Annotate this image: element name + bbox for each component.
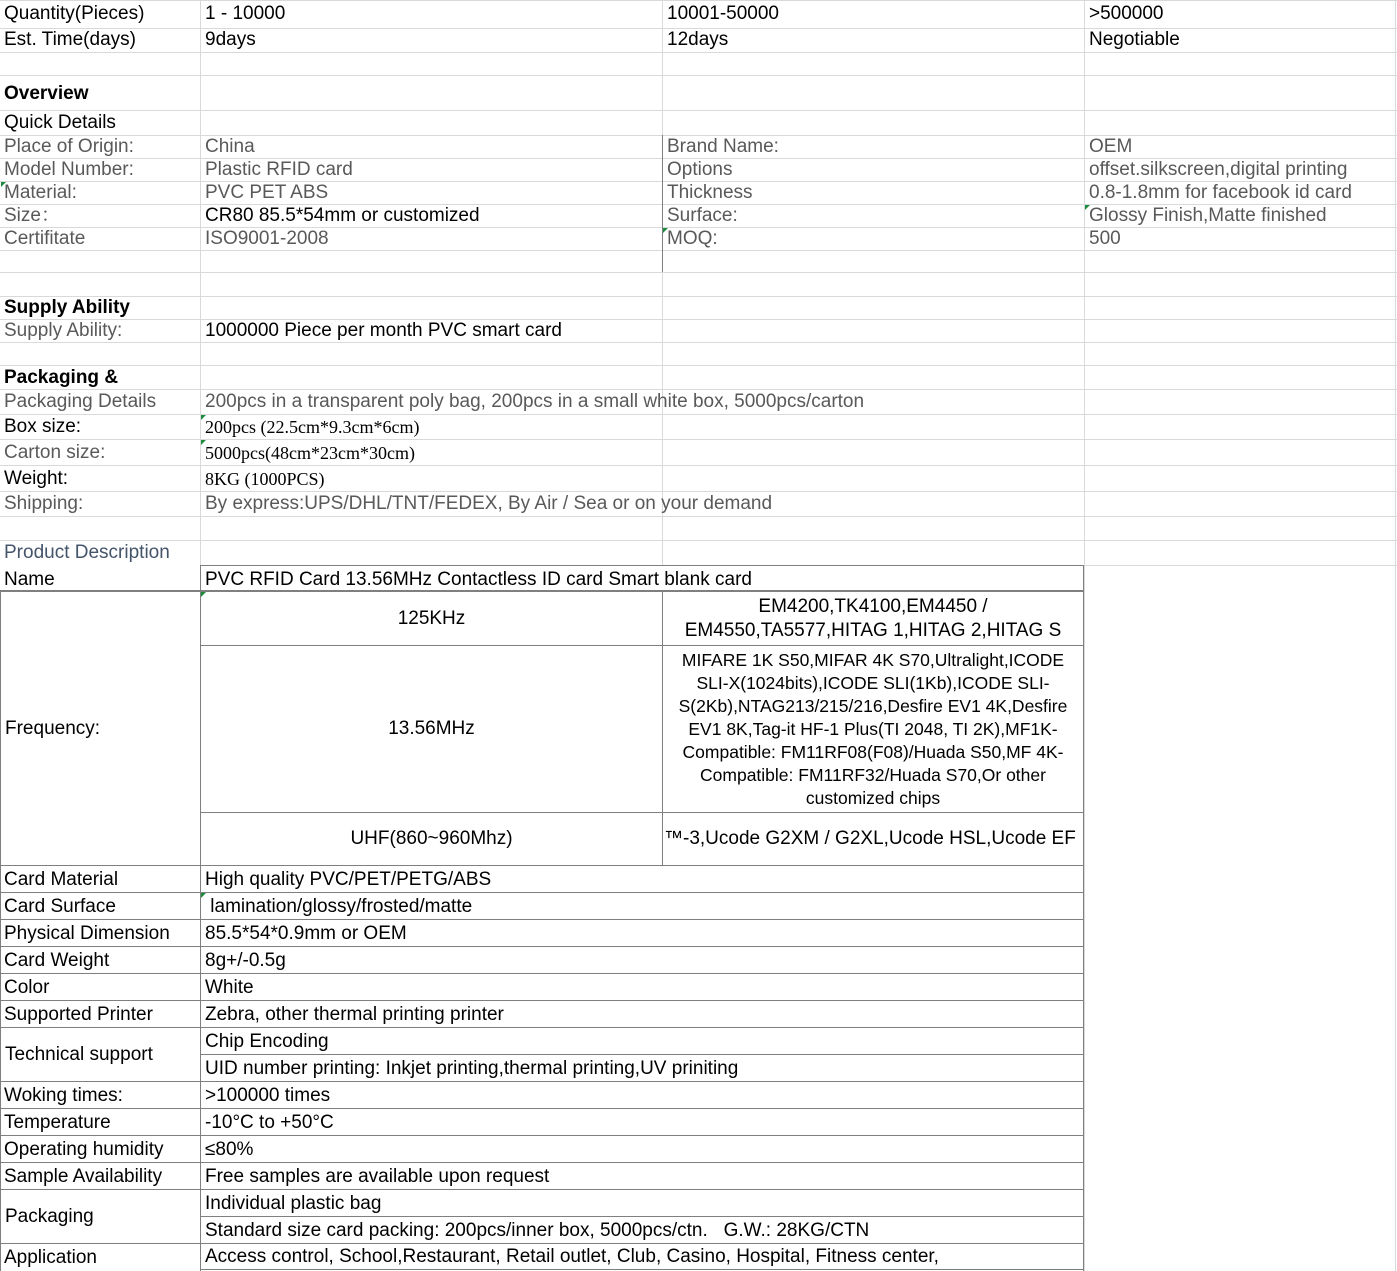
place-of-origin-value[interactable]: China [205,136,255,157]
grid-line [0,540,1397,541]
table-border [0,946,1084,947]
technical-support-text: Technical support [5,1043,153,1065]
frequency-band-uhf[interactable] [201,813,662,865]
table-border [0,1081,1084,1082]
band-text: 13.56MHz [388,718,475,739]
quantity-tier-3[interactable]: >500000 [1089,3,1164,24]
physical-dimension-value[interactable]: 85.5*54*0.9mm or OEM [205,923,407,944]
working-times-label[interactable]: Woking times: [4,1085,123,1106]
packaging-label[interactable] [1,1190,200,1243]
model-number-value[interactable]: Plastic RFID card [205,159,353,180]
supply-heading[interactable]: Supply Ability [4,297,130,318]
frequency-label[interactable] [1,592,200,865]
grid-line [0,389,1397,390]
box-size-value[interactable]: 200pcs (22.5cm*9.3cm*6cm) [205,417,420,437]
grid-line [0,414,1397,415]
est-time-2[interactable]: 12days [667,29,729,50]
grid-line [0,342,1397,343]
carton-size-value[interactable]: 5000pcs(48cm*23cm*30cm) [205,443,415,463]
grid-line [0,365,1397,366]
brand-name-value[interactable]: OEM [1089,136,1133,157]
supported-printer-label[interactable]: Supported Printer [4,1004,153,1025]
grid-line [0,272,1397,273]
supply-ability-label[interactable]: Supply Ability: [4,320,123,341]
application-value[interactable]: Access control, School,Restaurant, Retail outlet, Club, Casino, Hospital, Fitness center, [205,1246,939,1267]
grid-line [1395,0,1396,1271]
table-border [200,1216,1084,1217]
table-border [200,1054,1084,1055]
packaging-value-2[interactable]: Standard size card packing: 200pcs/inner box, 5000pcs/ctn. G.W.: 28KG/CTN [205,1220,870,1241]
table-border [0,1000,1084,1001]
material-value[interactable]: PVC PET ABS [205,182,329,203]
band-text: 125KHz [397,607,466,629]
surface-value[interactable]: Glossy Finish,Matte finished [1089,205,1327,226]
table-border [0,919,1084,920]
grid-line [0,0,1397,1]
temperature-label[interactable]: Temperature [4,1112,111,1133]
quick-details-heading[interactable]: Quick Details [4,112,116,133]
packaging-value-1[interactable]: Individual plastic bag [205,1193,382,1214]
box-size-label[interactable]: Box size: [4,416,82,437]
chips-text: EM4200,TK4100,EM4450 / EM4550,TA5577,HITAG 1,HITAG 2,HITAG S [684,595,1062,641]
grid-line [662,0,663,565]
grid-line [0,52,1397,53]
grid-line [0,110,1397,111]
carton-size-label[interactable]: Carton size: [4,442,106,463]
table-border [0,1162,1084,1163]
options-label[interactable]: Options [667,159,733,180]
weight-label[interactable]: Weight: [4,468,69,489]
frequency-chips-uhf[interactable] [663,813,1083,865]
moq-value[interactable]: 500 [1089,228,1121,249]
operating-humidity-value[interactable]: ≤80% [205,1139,254,1160]
chips-text: ™-3,Ucode G2XM / G2XL,Ucode HSL,Ucode EF [664,828,1076,849]
est-time-1[interactable]: 9days [205,29,256,50]
table-border [0,865,1084,866]
grid-line [0,491,1397,492]
material-label[interactable]: Material: [4,182,77,203]
chips-text: MIFARE 1K S50,MIFAR 4K S70,Ultralight,ICODE SLI-X(1024bits),ICODE SLI(1Kb),ICODE SLI-S(2Kb),NTAG213/215/216,Desfire EV1 4K,Desfire EV1 8K,Tag-it HF-1 Plus(TI 2048, TI 2K),MF1K-Compatible: FM11RF08(F08)/Huada S50,MF 4K-Compatible: FM11RF32/Huada S70,Or other customized chips [678,649,1068,808]
options-value[interactable]: offset.silkscreen,digital printing [1089,159,1348,180]
band-text: UHF(860~960Mhz) [350,828,513,849]
operating-humidity-label[interactable]: Operating humidity [4,1139,164,1160]
place-of-origin-label[interactable]: Place of Origin: [4,136,134,157]
technical-support-value-2[interactable]: UID number printing: Inkjet printing,thermal printing,UV priniting [205,1058,739,1079]
card-material-label[interactable]: Card Material [4,869,119,890]
size-label[interactable]: Size： [4,205,60,226]
grid-line [0,75,1397,76]
grid-line [0,465,1397,466]
physical-dimension-label[interactable]: Physical Dimension [4,923,170,944]
quantity-tier-1[interactable]: 1 - 10000 [205,3,286,24]
card-material-value[interactable]: High quality PVC/PET/PETG/ABS [205,869,492,890]
size-value[interactable]: CR80 85.5*54mm or customized [205,205,480,226]
card-surface-value[interactable]: lamination/glossy/frosted/matte [205,896,473,917]
table-border [0,1135,1084,1136]
table-border [200,1269,1084,1270]
color-label[interactable]: Color [4,977,50,998]
frequency-chips-1356mhz[interactable] [663,646,1083,812]
quantity-label[interactable]: Quantity(Pieces) [4,3,145,24]
est-time-label[interactable]: Est. Time(days) [4,29,136,50]
table-border [0,1108,1084,1109]
packaging-label-text: Packaging [5,1205,94,1227]
grid-line [1084,565,1397,566]
supply-ability-value[interactable]: 1000000 Piece per month PVC smart card [205,320,562,341]
frequency-band-125khz[interactable] [201,592,662,645]
packaging-details-value[interactable]: 200pcs in a transparent poly bag, 200pcs in a small white box, 5000pcs/carton [205,391,865,412]
moq-label[interactable]: MOQ: [667,228,718,249]
product-description-heading[interactable]: Product Description [4,542,170,563]
table-border [1083,565,1084,1271]
packaging-details-label[interactable]: Packaging Details [4,391,157,412]
card-surface-label[interactable]: Card Surface [4,896,116,917]
frequency-band-1356mhz[interactable] [201,646,662,812]
frequency-chips-125khz[interactable] [663,592,1083,645]
card-weight-value[interactable]: 8g+/-0.5g [205,950,286,971]
card-weight-label[interactable]: Card Weight [4,950,110,971]
overview-heading[interactable]: Overview [4,83,89,104]
quantity-tier-2[interactable]: 10001-50000 [667,3,779,24]
table-border [0,892,1084,893]
table-border [0,1243,1084,1244]
technical-support-label[interactable] [1,1028,200,1081]
shipping-value[interactable]: By express:UPS/DHL/TNT/FEDEX, By Air / Sea or on your demand [205,493,773,514]
color-value[interactable]: White [205,977,254,998]
supported-printer-value[interactable]: Zebra, other thermal printing printer [205,1004,504,1025]
name-value[interactable]: PVC RFID Card 13.56MHz Contactless ID card Smart blank card [205,569,752,590]
name-label[interactable]: Name [4,569,55,590]
thickness-value[interactable]: 0.8-1.8mm for facebook id card [1089,182,1352,203]
model-number-label[interactable]: Model Number: [4,159,134,180]
technical-support-value-1[interactable]: Chip Encoding [205,1031,329,1052]
est-time-3[interactable]: Negotiable [1089,29,1180,50]
frequency-label-text: Frequency: [5,717,101,739]
application-label[interactable]: Application [4,1247,97,1268]
working-times-value[interactable]: >100000 times [205,1085,331,1106]
grid-line [0,296,1397,297]
grid-line [0,439,1397,440]
table-border [0,973,1084,974]
sample-availability-label[interactable]: Sample Availability [4,1166,163,1187]
grid-line [0,250,1397,251]
shipping-label[interactable]: Shipping: [4,493,84,514]
sample-availability-value[interactable]: Free samples are available upon request [205,1166,550,1187]
packaging-heading[interactable]: Packaging & [4,367,119,388]
thickness-label[interactable]: Thickness [667,182,753,203]
table-border [200,565,1084,566]
grid-line [0,516,1397,517]
certificate-label[interactable]: Certifitate [4,228,86,249]
temperature-value[interactable]: -10°C to +50°C [205,1112,334,1133]
surface-label[interactable]: Surface: [667,205,738,226]
brand-name-label[interactable]: Brand Name: [667,136,779,157]
weight-value[interactable]: 8KG (1000PCS) [205,469,325,489]
certificate-value[interactable]: ISO9001-2008 [205,228,329,249]
